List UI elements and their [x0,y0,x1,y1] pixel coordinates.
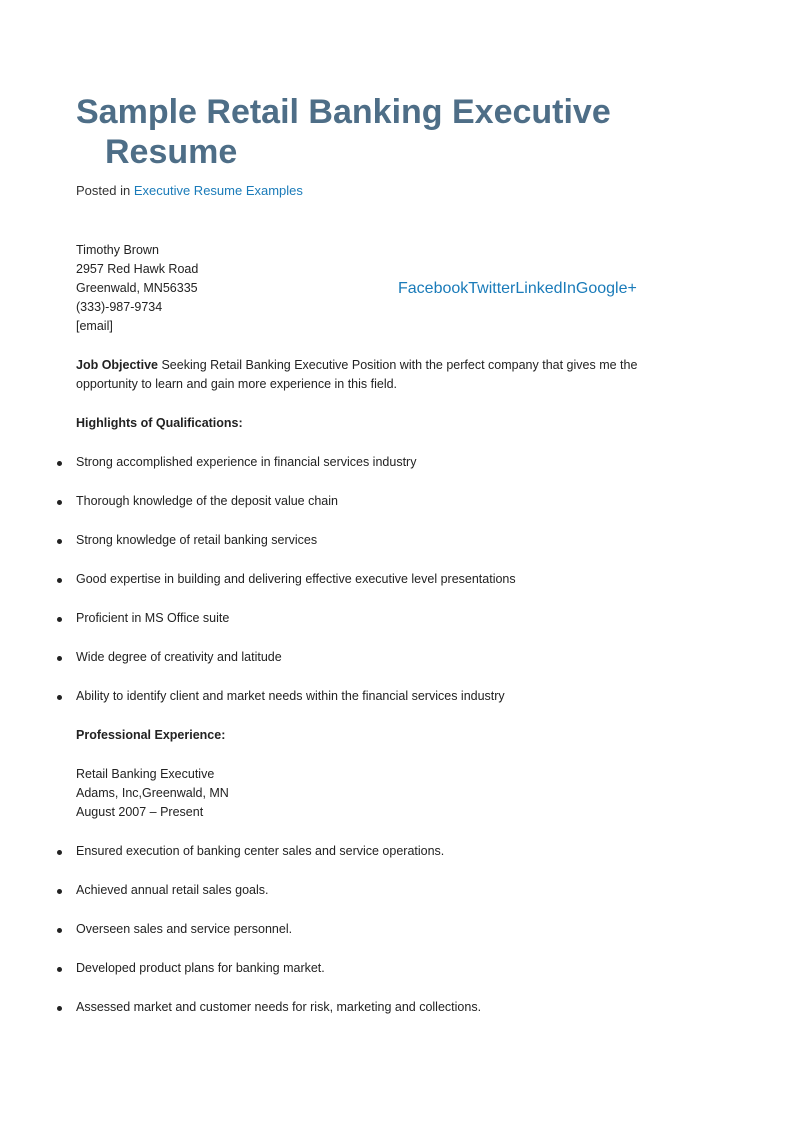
bullet-icon [57,617,62,622]
objective-label: Job Objective [76,358,158,372]
job-objective [76,356,676,394]
contact-phone: (333)-987-9734 [76,300,163,314]
page-title [76,92,676,172]
linkedin-link[interactable]: LinkedIn [515,280,576,297]
job-dates: August 2007 – Present [76,805,204,819]
experience-item: Assessed market and customer needs for risk, marketing and collections. [76,1000,482,1014]
bullet-icon [57,695,62,700]
experience-item: Overseen sales and service personnel. [76,922,293,936]
bullet-icon [57,461,62,466]
bullet-icon [57,850,62,855]
highlights-heading: Highlights of Qualifications: [76,416,243,430]
bullet-icon [57,500,62,505]
bullet-icon [57,1006,62,1011]
bullet-icon [57,578,62,583]
highlight-item: Good expertise in building and delivering effective executive level presentations [76,572,516,586]
title-line-2: Resume [105,133,238,171]
experience-item: Achieved annual retail sales goals. [76,883,269,897]
bullet-icon [57,656,62,661]
experience-item: Developed product plans for banking market. [76,961,325,975]
objective-text: Seeking Retail Banking Executive Position with the perfect company that gives me the opportunity to learn and gain more experience in this field. [76,358,638,391]
highlight-item: Proficient in MS Office suite [76,611,230,625]
highlight-item: Strong accomplished experience in financial services industry [76,455,417,469]
job-title: Retail Banking Executive [76,767,215,781]
facebook-link[interactable]: Facebook [398,280,469,297]
bullet-icon [57,889,62,894]
bullet-icon [57,928,62,933]
social-share-links [398,279,637,299]
twitter-link[interactable]: Twitter [468,280,516,297]
experience-heading: Professional Experience: [76,728,226,742]
google-plus-link[interactable]: Google+ [575,280,637,297]
title-line-1: Sample Retail Banking Executive [76,93,611,131]
highlight-item: Thorough knowledge of the deposit value chain [76,494,338,508]
contact-name: Timothy Brown [76,243,159,257]
highlight-item: Ability to identify client and market needs within the financial services industry [76,689,505,703]
highlight-item: Wide degree of creativity and latitude [76,650,282,664]
experience-item: Ensured execution of banking center sales and service operations. [76,844,445,858]
contact-street: 2957 Red Hawk Road [76,262,199,276]
highlight-item: Strong knowledge of retail banking services [76,533,318,547]
posted-prefix: Posted in [76,183,131,198]
bullet-icon [57,967,62,972]
contact-city: Greenwald, MN56335 [76,281,198,295]
category-link[interactable]: Executive Resume Examples [133,183,303,198]
job-company: Adams, Inc,Greenwald, MN [76,786,229,800]
contact-email: [email] [76,319,113,333]
bullet-icon [57,539,62,544]
posted-in-line [76,182,303,200]
